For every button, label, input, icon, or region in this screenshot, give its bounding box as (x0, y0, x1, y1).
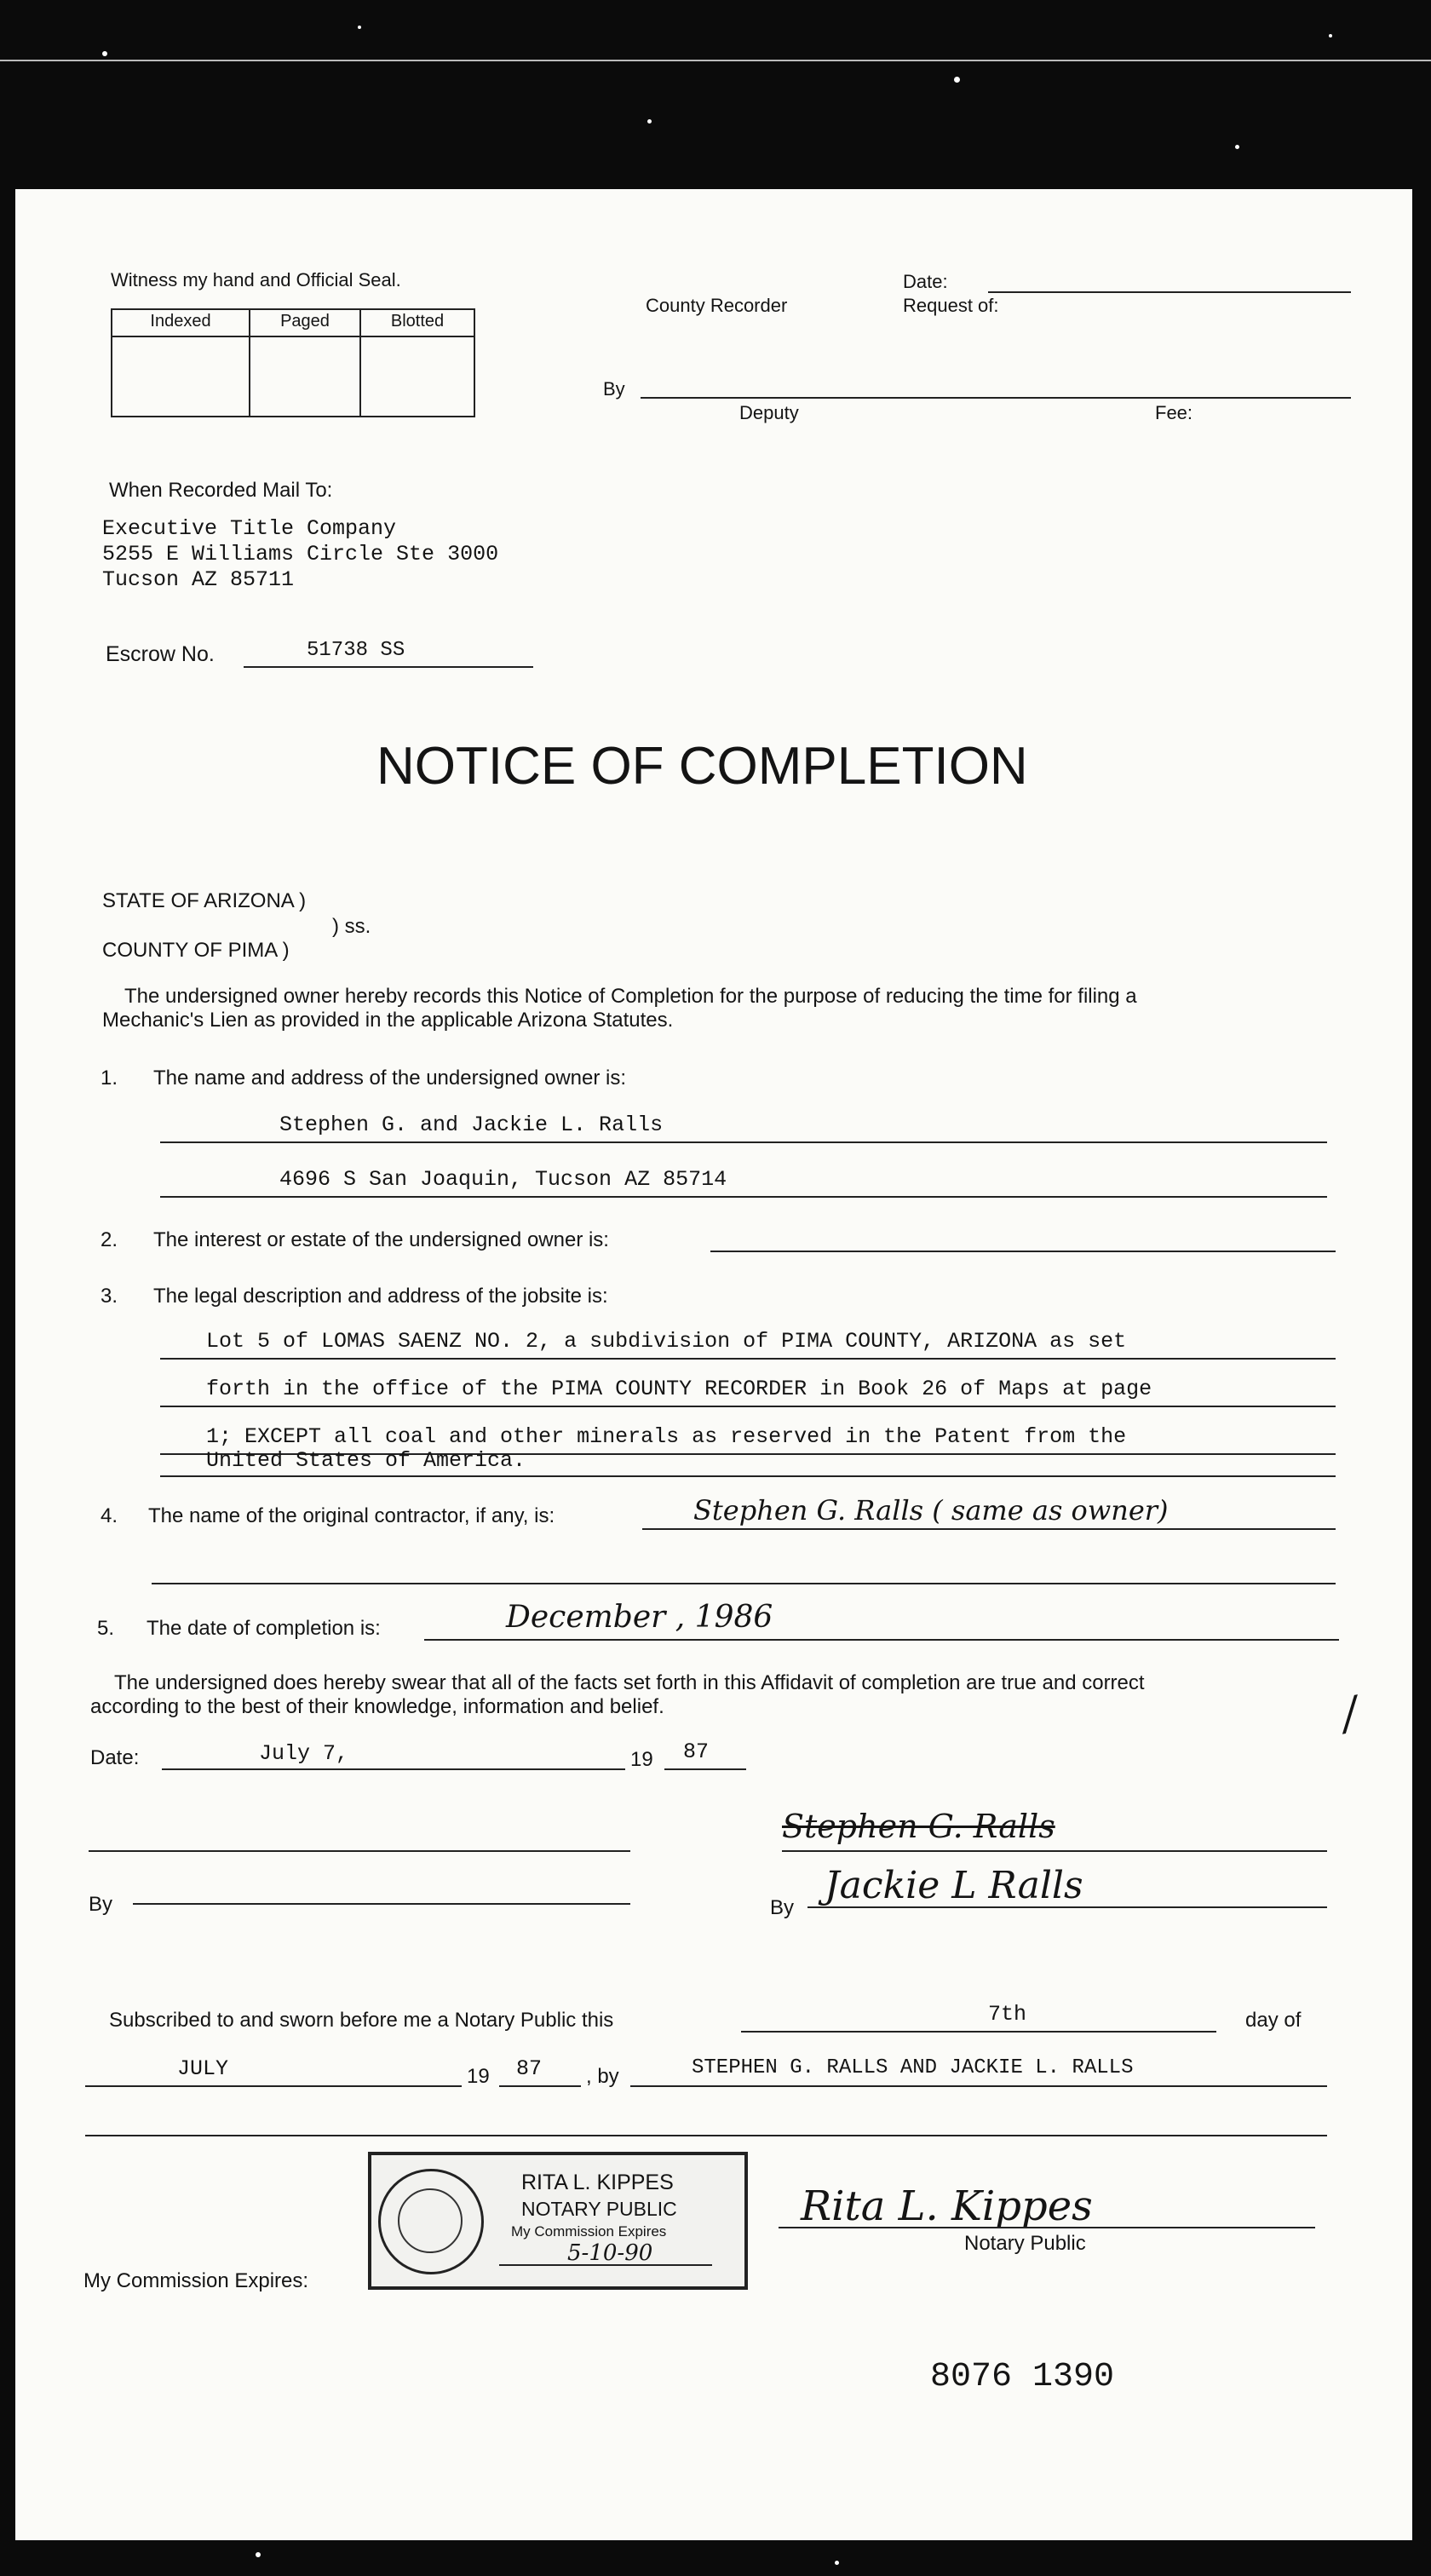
scan-noise (256, 2552, 261, 2557)
notary-public-label: Notary Public (964, 2232, 1086, 2255)
year-line (664, 1768, 746, 1770)
year-prefix: 19 (630, 1748, 653, 1771)
legal-rule (160, 1475, 1336, 1477)
item-number: 4. (101, 1504, 118, 1527)
signature-line (782, 1850, 1327, 1852)
scan-noise (954, 77, 960, 83)
commission-expires-label: My Commission Expires: (83, 2269, 309, 2292)
notary-signature-line (779, 2227, 1315, 2228)
owner-line (160, 1196, 1327, 1198)
mail-to-label: When Recorded Mail To: (109, 479, 333, 502)
dated-label: Date: (90, 1746, 140, 1769)
notary-year-prefix: 19 (467, 2065, 490, 2088)
notary-month: JULY (177, 2056, 229, 2081)
deputy-line (641, 397, 1351, 399)
mail-line: 5255 E Williams Circle Ste 3000 (102, 542, 499, 566)
owner-address: 4696 S San Joaquin, Tucson AZ 85714 (279, 1167, 727, 1192)
affidavit-text: according to the best of their knowledge, information and belief. (90, 1695, 664, 1718)
notary-seal-icon (378, 2169, 484, 2274)
fee-label: Fee: (1155, 402, 1193, 423)
signature-line (133, 1903, 630, 1905)
dated-line (162, 1768, 625, 1770)
by-label: By (603, 378, 625, 400)
item-number: 2. (101, 1228, 118, 1251)
county-label: COUNTY OF PIMA ) (102, 939, 290, 962)
contractor-line (152, 1583, 1336, 1584)
intro-text: Mechanic's Lien as provided in the applicable Arizona Statutes. (102, 1009, 674, 1032)
interest-label: The interest or estate of the undersigned owner is: (153, 1228, 609, 1251)
date-label: Date: (903, 271, 948, 292)
owner-line (160, 1141, 1327, 1143)
notary-sworn-text: Subscribed to and sworn before me a Notary Public this (109, 2009, 614, 2032)
notary-day-line (741, 2031, 1216, 2033)
notary-names: STEPHEN G. RALLS AND JACKIE L. RALLS (692, 2056, 1134, 2079)
notary-stamp (368, 2152, 748, 2290)
stamp-expires-label: My Commission Expires (511, 2223, 667, 2240)
scan-noise (1235, 145, 1239, 149)
contractor-label: The name of the original contractor, if any, is: (148, 1504, 555, 1527)
signature-jackie: Jackie L Ralls (825, 1864, 1083, 1907)
intro-text: The undersigned owner hereby records this Notice of Completion for the purpose of reducing the time for filing a (124, 985, 1137, 1008)
legal-rule (160, 1406, 1336, 1407)
stamp-expires-date: 5-10-90 (567, 2240, 653, 2266)
request-of-label: Request of: (903, 295, 999, 316)
item-number: 5. (97, 1617, 115, 1640)
completion-date-handwritten: December , 1986 (506, 1600, 773, 1635)
notary-year-line (499, 2085, 581, 2087)
notary-by: , by (586, 2065, 619, 2088)
escrow-line (244, 666, 533, 668)
affidavit-text: The undersigned does hereby swear that all of the facts set forth in this Affidavit of completion are true and correct (114, 1671, 1145, 1694)
recording-box (111, 308, 475, 417)
signature-line (89, 1850, 630, 1852)
legal-line: United States of America. (206, 1448, 526, 1473)
legal-line: Lot 5 of LOMAS SAENZ NO. 2, a subdivision of PIMA COUNTY, ARIZONA as set (206, 1329, 1127, 1354)
item-number: 1. (101, 1067, 118, 1090)
dated-value: July 7, (259, 1741, 349, 1766)
escrow-label: Escrow No. (106, 642, 215, 666)
legal-label: The legal description and address of the jobsite is: (153, 1285, 608, 1308)
scan-noise (835, 2561, 839, 2565)
deputy-label: Deputy (739, 402, 799, 423)
legal-rule (160, 1358, 1336, 1360)
escrow-number: 51738 SS (307, 639, 405, 662)
paged-label: Paged (280, 312, 330, 331)
owner-name: Stephen G. and Jackie L. Ralls (279, 1113, 664, 1137)
witness-text: Witness my hand and Official Seal. (111, 269, 401, 290)
blotted-label: Blotted (390, 312, 445, 331)
legal-line: forth in the office of the PIMA COUNTY RECORDER in Book 26 of Maps at page (206, 1377, 1152, 1401)
legal-line: 1; EXCEPT all coal and other minerals as reserved in the Patent from the (206, 1424, 1127, 1449)
margin-mark: / (1337, 1687, 1362, 1741)
item-number: 3. (101, 1285, 118, 1308)
completion-line (424, 1639, 1339, 1641)
mail-line: Executive Title Company (102, 516, 397, 541)
dated-year: 87 (683, 1739, 710, 1764)
mail-line: Tucson AZ 85711 (102, 567, 295, 592)
contractor-handwritten: Stephen G. Ralls ( same as owner) (693, 1494, 1169, 1527)
scan-noise (358, 26, 361, 29)
scan-noise (647, 119, 652, 124)
docket-number: 8076 1390 (930, 2358, 1115, 2396)
ss-label: ) ss. (332, 915, 371, 938)
by-left-label: By (89, 1893, 113, 1916)
scan-noise (1329, 34, 1332, 37)
signature-line (807, 1906, 1327, 1908)
notary-year: 87 (516, 2056, 543, 2081)
notary-day: 7th (988, 2002, 1027, 2027)
notary-extra-line (85, 2135, 1327, 2136)
contractor-line (642, 1528, 1336, 1530)
completion-label: The date of completion is: (147, 1617, 381, 1640)
notary-day-of: day of (1245, 2009, 1302, 2032)
date-line (988, 291, 1351, 293)
indexed-label: Indexed (150, 312, 211, 331)
signature-stephen: Stephen G. Ralls (782, 1808, 1055, 1845)
document-title: NOTICE OF COMPLETION (376, 737, 1028, 796)
owner-label: The name and address of the undersigned owner is: (153, 1067, 627, 1090)
stamp-name: RITA L. KIPPES (521, 2171, 674, 2194)
scan-edge-line (0, 60, 1431, 61)
scan-noise (102, 51, 107, 56)
document-page (15, 189, 1412, 2540)
interest-line (710, 1251, 1336, 1252)
notary-signature: Rita L. Kippes (801, 2182, 1093, 2230)
county-recorder-label: County Recorder (646, 295, 788, 316)
state-label: STATE OF ARIZONA ) (102, 889, 307, 912)
by-right-label: By (770, 1896, 795, 1919)
notary-month-line (85, 2085, 462, 2087)
stamp-title: NOTARY PUBLIC (521, 2198, 677, 2220)
notary-names-line (630, 2085, 1327, 2087)
